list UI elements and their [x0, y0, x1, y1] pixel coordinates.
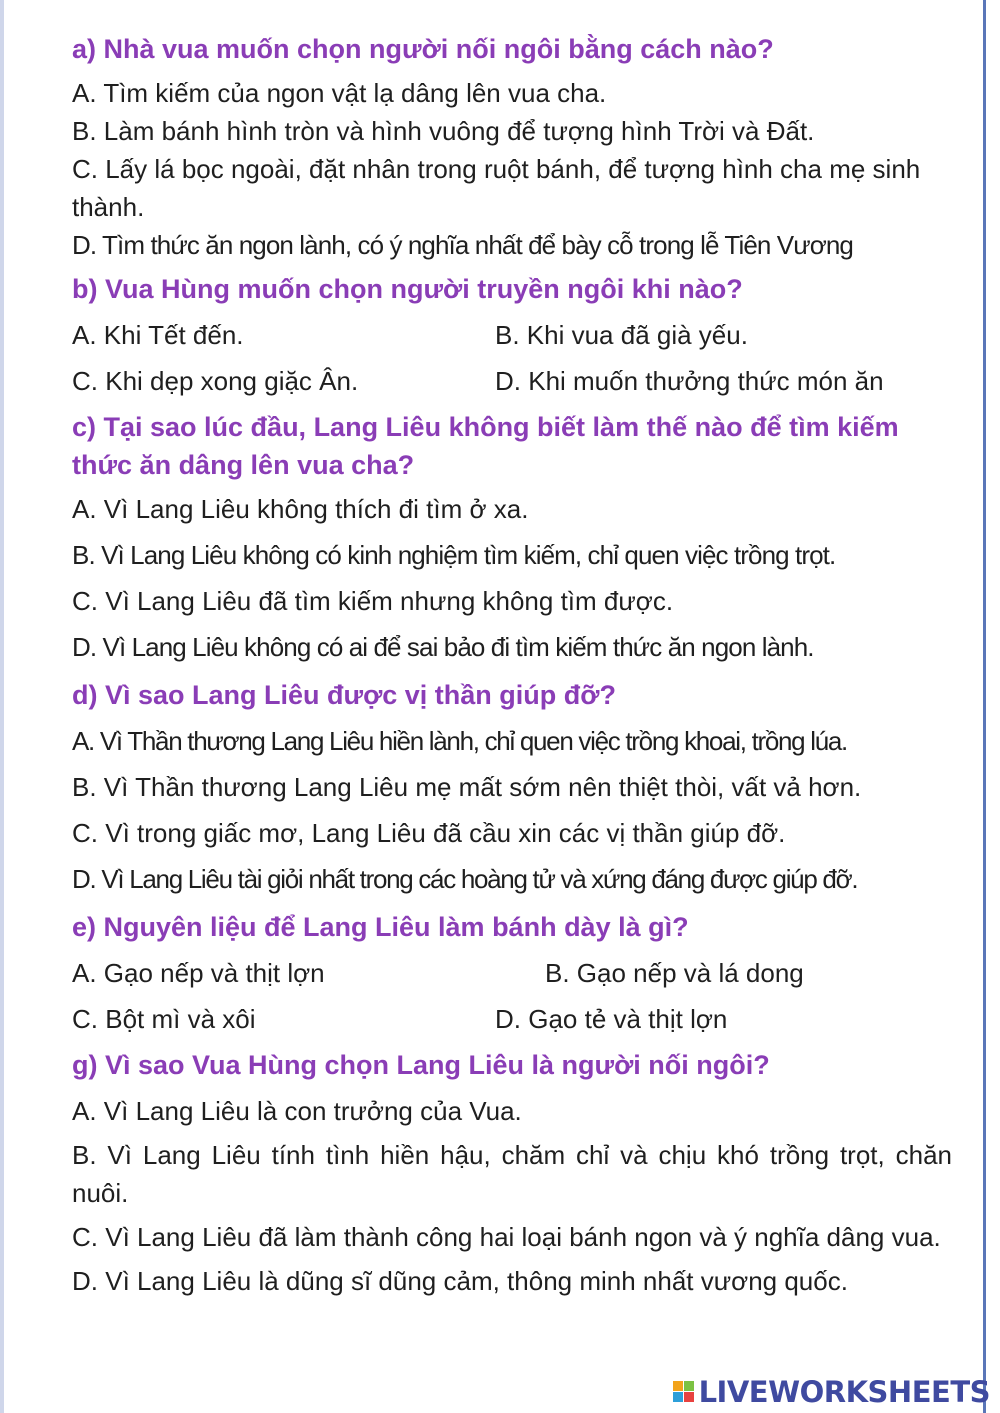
- question-e-options-row-2: [72, 1000, 952, 1038]
- worksheet-content: [72, 30, 952, 1300]
- question-e-options-row-1: [72, 954, 952, 992]
- question-e-option-d[interactable]: D. Gạo tẻ và thịt lợn: [495, 1004, 728, 1034]
- liveworksheets-footer: [673, 1375, 990, 1409]
- question-c-option-c[interactable]: C. Vì Lang Liêu đã tìm kiếm nhưng không tìm được.: [72, 586, 674, 616]
- question-b-option-c[interactable]: C. Khi dẹp xong giặc Ân.: [72, 366, 359, 396]
- question-d-option-d[interactable]: D. Vì Lang Liêu tài giỏi nhất trong các hoàng tử và xứng đáng được giúp đỡ.: [72, 864, 858, 894]
- question-b-title: b) Vua Hùng muốn chọn người truyền ngôi khi nào?: [72, 274, 743, 304]
- logo-square-3: [673, 1392, 683, 1402]
- question-b-option-a[interactable]: A. Khi Tết đến.: [72, 320, 244, 350]
- question-d-option-a[interactable]: A. Vì Thần thương Lang Liêu hiền lành, chỉ quen việc trồng khoai, trồng lúa.: [72, 726, 847, 756]
- question-e-option-b[interactable]: B. Gạo nếp và lá dong: [545, 958, 804, 988]
- question-b-option-d[interactable]: D. Khi muốn thưởng thức món ăn: [495, 366, 884, 396]
- question-a-option-c[interactable]: C. Lấy lá bọc ngoài, đặt nhân trong ruột bánh, để tượng hình cha mẹ sinh thành.: [72, 154, 921, 222]
- question-c-option-d[interactable]: D. Vì Lang Liêu không có ai để sai bảo đi tìm kiếm thức ăn ngon lành.: [72, 632, 814, 662]
- page-right-border: [983, 0, 986, 1413]
- question-a-title: a) Nhà vua muốn chọn người nối ngôi bằng cách nào?: [72, 34, 774, 64]
- question-g-option-a[interactable]: A. Vì Lang Liêu là con trưởng của Vua.: [72, 1096, 522, 1126]
- logo-square-2: [684, 1381, 694, 1391]
- question-d-option-b[interactable]: B. Vì Thần thương Lang Liêu mẹ mất sớm nên thiệt thòi, vất vả hơn.: [72, 772, 862, 802]
- liveworksheets-logo-icon: [673, 1381, 695, 1403]
- question-c-option-a[interactable]: A. Vì Lang Liêu không thích đi tìm ở xa.: [72, 494, 529, 524]
- question-d-title: d) Vì sao Lang Liêu được vị thần giúp đỡ?: [72, 680, 616, 710]
- question-e-option-a[interactable]: A. Gạo nếp và thịt lợn: [72, 958, 325, 988]
- brand-name[interactable]: LIVEWORKSHEETS: [698, 1375, 990, 1409]
- question-e-title: e) Nguyên liệu để Lang Liêu làm bánh dày là gì?: [72, 912, 689, 942]
- question-b-options-row-2: [72, 362, 952, 400]
- question-a-option-a[interactable]: A. Tìm kiếm của ngon vật lạ dâng lên vua cha.: [72, 78, 607, 108]
- question-g-option-c[interactable]: C. Vì Lang Liêu đã làm thành công hai loại bánh ngon và ý nghĩa dâng vua.: [72, 1222, 941, 1252]
- question-g-title: g) Vì sao Vua Hùng chọn Lang Liêu là người nối ngôi?: [72, 1050, 770, 1080]
- question-c-option-b[interactable]: B. Vì Lang Liêu không có kinh nghiệm tìm kiếm, chỉ quen việc trồng trọt.: [72, 540, 836, 570]
- question-d-option-c[interactable]: C. Vì trong giấc mơ, Lang Liêu đã cầu xin các vị thần giúp đỡ.: [72, 818, 786, 848]
- question-e-option-c[interactable]: C. Bột mì và xôi: [72, 1004, 256, 1034]
- question-a-option-b[interactable]: B. Làm bánh hình tròn và hình vuông để tượng hình Trời và Đất.: [72, 116, 815, 146]
- question-b-options-row-1: [72, 316, 952, 354]
- page-left-border: [0, 0, 4, 1413]
- question-c-title: c) Tại sao lúc đầu, Lang Liêu không biết làm thế nào để tìm kiếm thức ăn dâng lên vua cha?: [72, 412, 899, 480]
- question-g-option-b[interactable]: B. Vì Lang Liêu tính tình hiền hậu, chăm chỉ và chịu khó trồng trọt, chăn nuôi.: [72, 1140, 952, 1208]
- question-a-option-d[interactable]: D. Tìm thức ăn ngon lành, có ý nghĩa nhất để bày cỗ trong lễ Tiên Vương: [72, 230, 853, 260]
- logo-square-4: [684, 1392, 694, 1402]
- question-g-option-d[interactable]: D. Vì Lang Liêu là dũng sĩ dũng cảm, thông minh nhất vương quốc.: [72, 1266, 848, 1296]
- question-b-option-b[interactable]: B. Khi vua đã già yếu.: [495, 320, 748, 350]
- logo-square-1: [673, 1381, 683, 1391]
